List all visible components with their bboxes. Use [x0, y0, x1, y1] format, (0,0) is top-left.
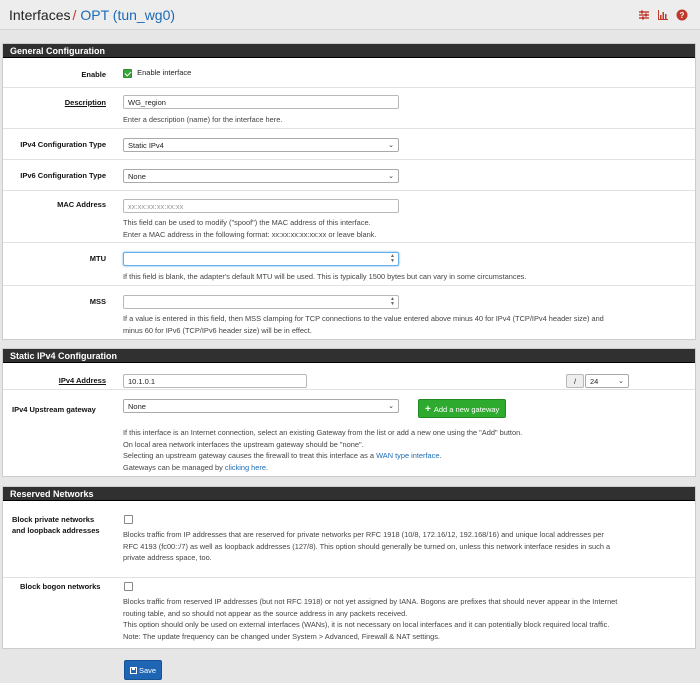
block-private-label-line2: and loopback addresses	[12, 526, 100, 535]
block-bogon-row	[3, 577, 695, 649]
mtu-label: MTU	[89, 254, 106, 263]
block-private-help-line3: private address space, too.	[123, 553, 212, 563]
save-label: Save	[139, 666, 157, 675]
block-private-row	[3, 502, 695, 577]
block-bogon-help-line2: routing table, and so should not appear as the source address in any packets received.	[123, 608, 408, 618]
block-private-label	[12, 514, 122, 536]
plus-icon: +	[425, 404, 431, 415]
cidr-separator: /	[566, 374, 584, 388]
block-private-help-line2: RFC 4193 (fc00::/7) as well as loopback addresses (127/8). This option should generally be turned on, unless this network interface resides in such a	[123, 541, 611, 551]
enable-control	[123, 68, 191, 78]
spinner-arrows-icon[interactable]: ▲ ▼	[390, 296, 395, 307]
gateway-help-text: Selecting an upstream gateway causes the firewall to treat this interface as a	[123, 451, 377, 461]
breadcrumb-separator: /	[72, 7, 77, 23]
ipv6-type-label: IPv6 Configuration Type	[20, 171, 106, 180]
header-icons	[638, 9, 688, 21]
breadcrumb-current[interactable]: OPT (tun_wg0)	[80, 7, 176, 23]
gateway-help-line3	[123, 450, 691, 462]
mtu-help: If this field is blank, the adapter's default MTU will be used. This is typically 1500 bytes but can vary in some circumstances.	[123, 272, 527, 281]
gateway-label: IPv4 Upstream gateway	[12, 405, 96, 414]
panel-title: General Configuration	[3, 44, 695, 58]
mac-label: MAC Address	[57, 200, 106, 209]
mtu-input[interactable]	[123, 252, 399, 266]
chevron-down-icon: ⌄	[388, 173, 394, 180]
ipv4-address-input[interactable]: 10.1.0.1	[123, 374, 307, 388]
gateway-help	[123, 427, 691, 473]
ipv4-type-select[interactable]	[123, 138, 399, 152]
block-bogon-label: Block bogon networks	[20, 582, 101, 591]
description-input[interactable]: WG_region	[123, 95, 399, 109]
save-button[interactable]	[124, 660, 162, 680]
mac-row	[3, 190, 695, 242]
page-header	[0, 0, 700, 30]
ipv6-type-value: None	[128, 172, 146, 181]
mss-input[interactable]	[123, 295, 399, 309]
save-icon	[130, 667, 137, 674]
block-private-help-line1: Blocks traffic from IP addresses that are reserved for private networks per RFC 1918 (10/8, 172.16/12, 192.168/16) and unique local addresses per	[123, 530, 604, 539]
ipv6-type-row	[3, 159, 695, 190]
add-gateway-label: Add a new gateway	[433, 405, 500, 414]
mac-help-line1: This field can be used to modify ("spoof") the MAC address of this interface.	[123, 218, 371, 227]
ipv4-type-row	[3, 128, 695, 159]
manage-gateways-link[interactable]: clicking here	[224, 462, 266, 472]
bar-chart-icon[interactable]	[657, 9, 669, 21]
sliders-icon[interactable]	[638, 9, 650, 21]
mtu-row	[3, 242, 695, 285]
ipv4-address-row	[3, 364, 695, 389]
panel-title: Static IPv4 Configuration	[3, 349, 695, 363]
mss-help-line2: minus 60 for IPv6 (TCP/IPv6 header size) will be in effect.	[123, 325, 312, 335]
block-private-checkbox[interactable]	[124, 515, 133, 524]
gateway-help-line2: On local area network interfaces the upstream gateway should be "none".	[123, 439, 364, 449]
general-configuration-panel	[2, 43, 696, 340]
cidr-select[interactable]	[585, 374, 629, 388]
enable-checkbox[interactable]	[123, 69, 132, 78]
description-row	[3, 87, 695, 128]
spinner-arrows-icon[interactable]: ▲ ▼	[390, 253, 395, 264]
enable-checkbox-label: Enable interface	[137, 68, 192, 77]
breadcrumb-interfaces[interactable]: Interfaces	[9, 7, 71, 23]
mac-help	[123, 217, 691, 240]
mss-row	[3, 285, 695, 340]
ipv4-address-label: IPv4 Address	[58, 376, 106, 385]
gateway-help-line1: If this interface is an Internet connection, select an existing Gateway from the list or add a new one using the "Add" button.	[123, 428, 523, 437]
chevron-down-icon: ⌄	[388, 142, 394, 149]
static-ipv4-panel	[2, 348, 696, 477]
gateway-select[interactable]	[123, 399, 399, 413]
gateway-help-line4	[123, 462, 691, 474]
block-bogon-help	[123, 596, 691, 642]
block-bogon-help-line3: This option should only be used on external interfaces (WANs), it is not necessary on local interfaces and it can potentially block required local traffic.	[123, 620, 610, 630]
gateway-value: None	[128, 402, 146, 411]
chevron-down-icon: ⌄	[618, 378, 624, 385]
description-label: Description	[64, 98, 106, 107]
block-private-help	[123, 529, 691, 564]
block-private-label-line1: Block private networks	[12, 515, 95, 524]
description-help: Enter a description (name) for the interface here.	[123, 115, 283, 124]
mss-help	[123, 313, 691, 336]
gateway-row	[3, 389, 695, 477]
mac-input[interactable]: xx:xx:xx:xx:xx:xx	[123, 199, 399, 213]
ipv6-type-select[interactable]	[123, 169, 399, 183]
block-bogon-help-line1: Blocks traffic from reserved IP addresses (but not RFC 1918) or not yet assigned by IANA. Bogons are prefixes that should never appear in the Internet	[123, 597, 618, 606]
block-bogon-checkbox[interactable]	[124, 582, 133, 591]
gateway-help-text: Gateways can be managed by	[123, 462, 225, 472]
help-icon[interactable]	[676, 9, 688, 21]
chevron-down-icon: ⌄	[388, 403, 394, 410]
panel-title: Reserved Networks	[3, 487, 695, 501]
mss-help-line1: If a value is entered in this field, then MSS clamping for TCP connections to the value entered above minus 40 for IPv4 (TCP/IPv4 header size) and	[123, 314, 604, 323]
cidr-value: 24	[590, 377, 599, 386]
svg-text:?: ?	[679, 11, 685, 20]
add-gateway-button[interactable]	[418, 399, 506, 418]
mac-help-line2: Enter a MAC address in the following format: xx:xx:xx:xx:xx:xx or leave blank.	[123, 229, 377, 239]
block-bogon-help-line4: Note: The update frequency can be changed under System > Advanced, Firewall & NAT settings.	[123, 631, 440, 641]
gateway-help-text: .	[265, 462, 269, 472]
wan-type-link[interactable]: WAN type interface	[376, 451, 440, 461]
enable-row	[3, 59, 695, 87]
breadcrumb	[9, 7, 175, 23]
ipv4-type-label: IPv4 Configuration Type	[20, 140, 106, 149]
mss-label: MSS	[89, 297, 106, 306]
enable-label: Enable	[81, 70, 106, 79]
gateway-help-text: .	[439, 451, 442, 461]
ipv4-type-value: Static IPv4	[128, 141, 164, 150]
reserved-networks-panel	[2, 486, 696, 649]
